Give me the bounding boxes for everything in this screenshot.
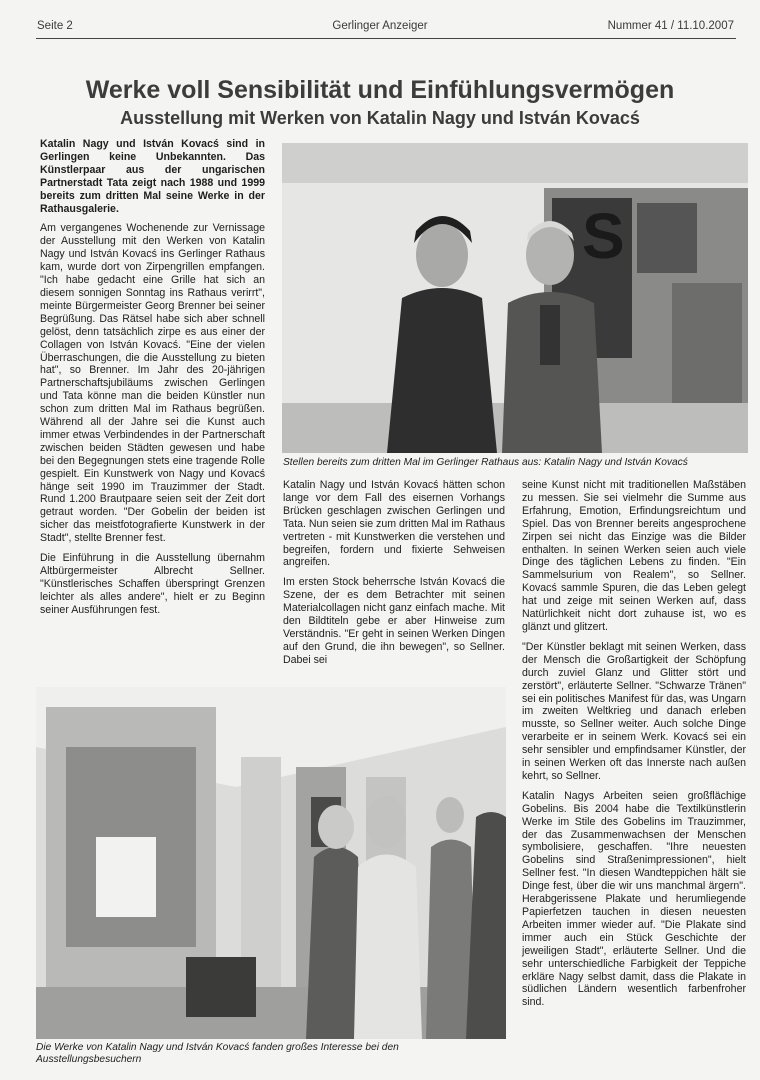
lead-paragraph: Katalin Nagy und István Kovacś sind in Gerlingen keine Unbekannten. Das Künstlerpaar aus der ungarischen Partnerstadt Tata zeigt nach 1988 und 1999 bereits zum dritten Mal seine Werke in der Rathausgalerie. [40, 138, 265, 215]
header-rule [36, 38, 736, 39]
svg-text:S: S [582, 200, 625, 272]
body-paragraph: Katalin Nagys Arbeiten seien großflächige Gobelins. Bis 2004 habe die Textilkünstlerin Werke im Stile des Gobelins im Trauzimmer, der das Zusammenwachsen der Menschen symbolisiere, geschaffen. "Ihre neuesten Gobelins sind Straßenimpressionen", hielt Sellner fest. "In diesen Wandteppichen hält sie Dinge fest, über die wir uns manchmal ärgern". Herabgerissene Plakate und herumliegende Papierfetzen tauchen in diesen neuesten Arbeiten immer wieder auf. "Die Plakate sind immer auch ein Stück Geschichte der jeweiligen Stadt", erläuterte Sellner. Und die sehr unterschiedliche Farbigkeit der Teppiche erkläre Nagy selbst damit, dass die Plakate in südlichen Ländern wesentlich farbenfroher sind. [522, 789, 746, 1009]
body-paragraph: Im ersten Stock beherrsche István Kovacś die Szene, der es dem Betrachter mit seinen Materialcollagen nicht ganz einfach mache. Mit den Bildtiteln gebe er aber Hinweise zum Verständnis. "Er geht in seinen Werken Dingen auf den Grund, die ihn bewegen", so Sellner. Dabei sei [283, 576, 505, 666]
issue-date: Nummer 41 / 11.10.2007 [607, 20, 734, 32]
article-column-2 [283, 479, 505, 674]
subheadline: Ausstellung mit Werken von Katalin Nagy und István Kovacś [120, 108, 640, 128]
headline: Werke voll Sensibilität und Einfühlungsvermögen [85, 76, 675, 104]
body-paragraph: "Der Künstler beklagt mit seinen Werken, dass der Mensch die Großartigkeit der Schöpfung durch zuviel Glanz und Glitter stört und zerstört", erläuterte Sellner. "Schwarze Tränen" sei ein politisches Manifest für das, was Ungarn im zweiten Weltkrieg und danach erleben musste, so Sellner weiter. Auch solche Dinge verarbeite er in seinem Werk. Kovacś sei ein sehr sensibler und empfindsamer Künstler, der in seinen Werken oft das Innerste nach außen kehrt, so Sellner. [522, 640, 746, 782]
artists-photo [282, 143, 748, 453]
publication-name: Gerlinger Anzeiger [332, 20, 428, 32]
body-paragraph: Am vergangenes Wochenende zur Vernissage der Ausstellung mit den Werken von Katalin Nagy und István Kovacś ins Gerlinger Rathaus kam, wurde dort von Zirpengrillen empfangen. "Ich habe gedacht eine Grille hat sich an diesem sonnigen Sonntag ins Rathaus verirrt", meinte Bürgermeister Georg Brenner bei seiner Begrüßung. Das Rätsel habe sich aber schnell gelöst, denn tatsächlich zirpe es aus einer der Collagen von István Kovacś. "Eine der vielen Überraschungen, die die Ausstellung zu bieten hat", so Brenner. Im Jahr des 20-jährigen Partnerschaftsjubiläums zwischen Gerlingen und Tata könne man die beiden Künstler nun schon zum dritten Mal im Rathaus begrüßen. Während all der Jahre sei die Kunst auch immer etwas Verbindendes in der Partnerschaft zwischen beiden Städten gewesen und habe bei den Begegnungen stets eine tragende Rolle gespielt. Ein Kunstwerk von Nagy und Kovacś hänge seit 1990 im Trauzimmer der Stadt. Rund 1.200 Brautpaare seien seit der Zeit dort getraut worden. "Der Gobelin der beiden ist sicher das meistfotografierte Kunstwerk in der Stadt", stellte Brenner fest. [40, 222, 265, 545]
article-column-1 [40, 138, 265, 624]
photo-caption-top: Stellen bereits zum dritten Mal im Gerlinger Rathaus aus: Katalin Nagy und István Kovacś [283, 457, 688, 468]
page-number: Seite 2 [37, 20, 73, 32]
body-paragraph: Die Einführung in die Ausstellung übernahm Altbürgermeister Albrecht Sellner. "Künstlerisches Schaffen überspringt Grenzen leichter als alles andere", hielt er zu Beginn seiner Ausführungen fest. [40, 552, 265, 616]
photo-caption-bottom: Die Werke von Katalin Nagy und István Kovacś fanden großes Interesse bei den Ausstellungsbesuchern [36, 1042, 399, 1066]
body-paragraph: seine Kunst nicht mit traditionellen Maßstäben zu messen. Sie sei vielmehr die Summe aus Erfahrung, Emotion, Erfindungsreichtum und Spiel. Das von Brenner bereits angesprochene Zirpen sei nicht das Einzige was die Bilder enthalten. In seinen Werken seien auch viele Dinge des täglichen Lebens zu finden. "Ein Sammelsurium von Realem", so Sellner. Kovacś sammle Spuren, die das Leben gelegt hat und zeige mit seinen Werken auf, dass Natürlichkeit nicht dort zuhause ist, wo es glänzt und glitzert. [522, 479, 746, 633]
article-column-3 [522, 479, 746, 1016]
body-paragraph: Katalin Nagy und István Kovacś hätten schon lange vor dem Fall des eisernen Vorhangs Brücken geschlagen zwischen Gerlingen und Tata. Nun seien sie zum dritten Mal im Rathaus vertreten - mit Kunstwerken die verstehen und begreifen, fordern und fixierte Sehweisen angreifen. [283, 479, 505, 569]
exhibition-photo [36, 687, 506, 1039]
